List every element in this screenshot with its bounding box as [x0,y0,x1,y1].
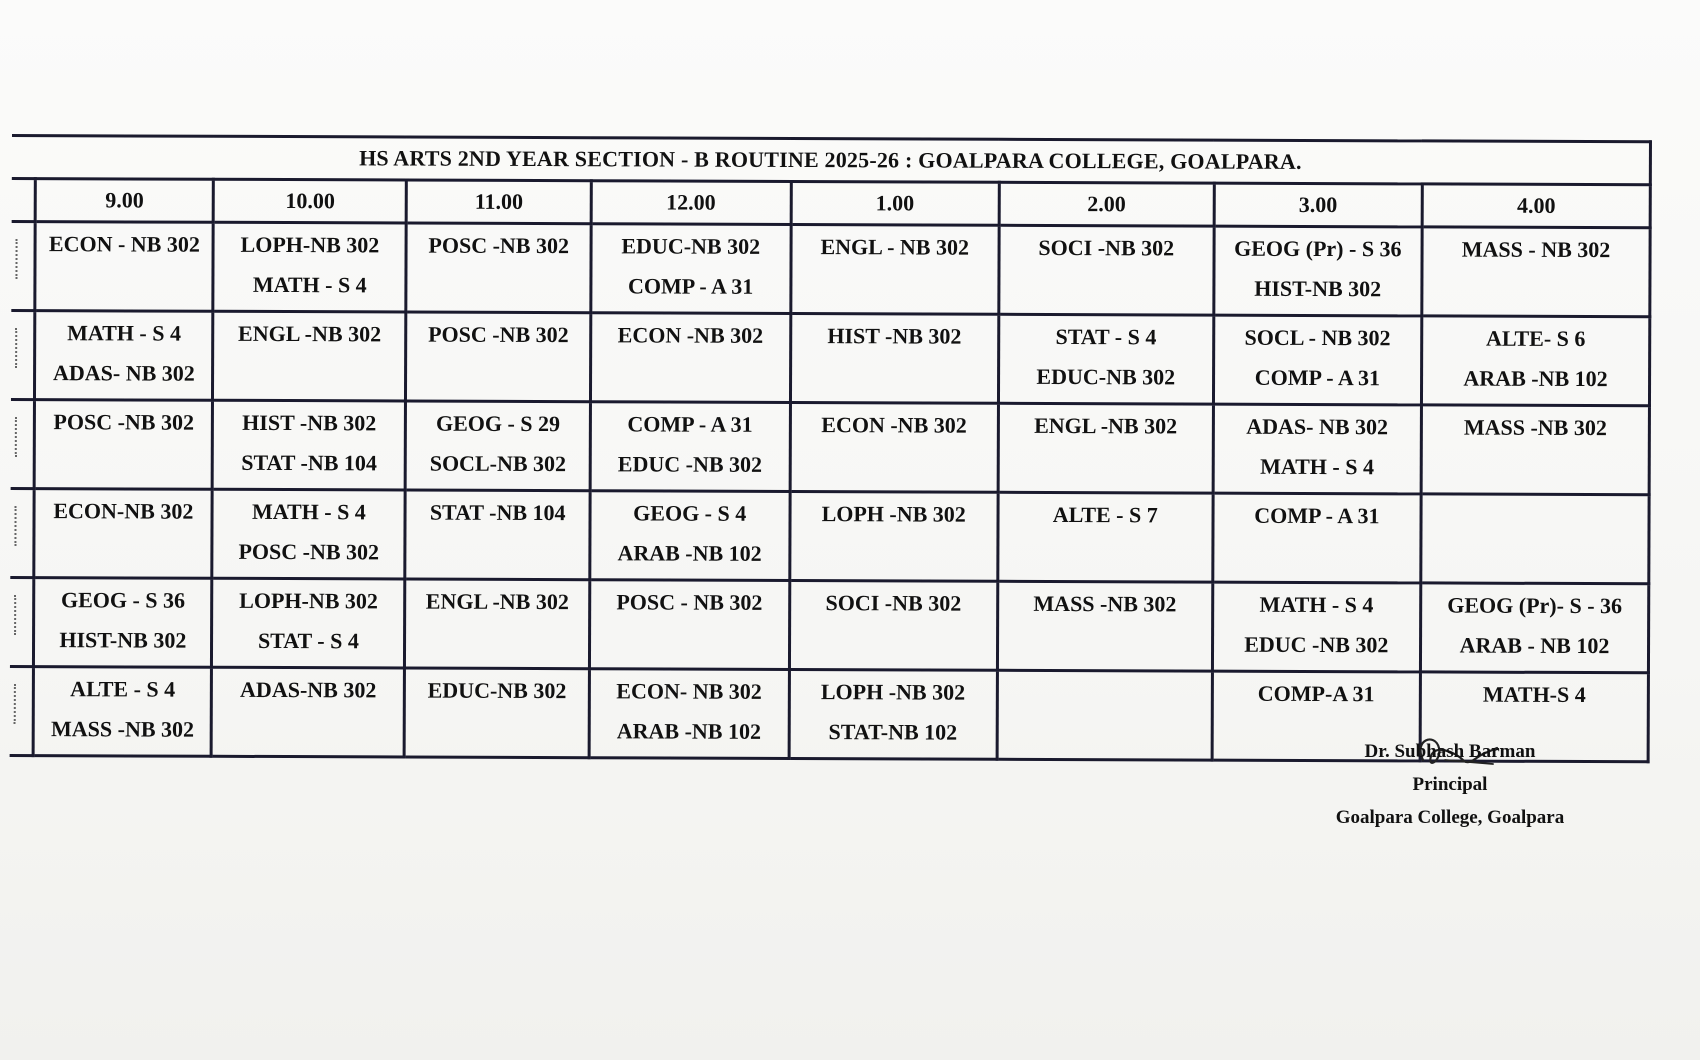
class-cell [1422,227,1650,317]
class-entry: EDUC -NB 302 [1244,631,1389,658]
time-slot-header: 12.00 [591,181,791,225]
class-entry: STAT -NB 104 [429,499,566,526]
routine-table [10,134,1652,763]
class-cell [1421,316,1649,406]
class-cell [212,578,405,668]
signature-block [1300,735,1600,834]
class-cell [34,400,212,490]
day-cell [11,221,35,310]
class-entry: ECON-NB 302 [53,498,194,524]
day-mark [15,417,23,457]
class-entry: ENGL - NB 302 [820,234,970,260]
routine-row [10,577,1649,672]
class-entry: MATH - S 4 [252,271,367,298]
class-entry: COMP - A 31 [627,411,753,437]
class-entry: SOCL-NB 302 [429,450,567,477]
routine-row [11,399,1650,494]
class-entry: LOPH-NB 302 [240,231,380,258]
signatory-institution: Goalpara College, Goalpara [1335,807,1565,828]
class-entry: GEOG - S 4 [633,500,747,526]
class-entry: POSC -NB 302 [53,409,195,435]
class-cell [997,581,1212,671]
class-entry: ALTE - S 7 [1052,501,1158,528]
class-cell [789,669,998,759]
class-cell [1213,404,1422,494]
class-entry: ECON - NB 302 [48,231,200,257]
class-entry: EDUC-NB 302 [1036,363,1176,390]
class-entry: LOPH-NB 302 [239,587,378,614]
signatory-designation: Principal [1412,774,1488,795]
class-entry: COMP - A 31 [627,273,754,299]
class-entry: GEOG - S 36 [60,587,186,613]
class-entry: MATH - S 4 [1259,591,1374,618]
day-mark [15,328,23,368]
day-mark [14,506,22,546]
class-entry: LOPH -NB 302 [820,679,966,705]
time-slot-header: 10.00 [213,179,406,223]
class-cell [406,312,591,402]
time-slot-header: 2.00 [999,182,1214,226]
class-cell [998,403,1213,493]
class-cell [998,314,1213,404]
class-cell [35,311,213,401]
signatory-name: Dr. Subhash Barman [1364,741,1536,762]
class-entry: GEOG (Pr)- S - 36 [1447,592,1623,619]
day-cell [10,488,34,577]
class-entry: ARAB -NB 102 [616,718,762,744]
time-slot-header: 4.00 [1422,184,1650,228]
class-entry: LOPH -NB 302 [821,501,966,527]
day-mark [15,239,23,279]
class-cell [212,400,405,490]
class-entry: MATH - S 4 [251,498,366,525]
class-cell [790,224,999,314]
class-entry: POSC - NB 302 [616,589,763,615]
class-entry: MASS -NB 302 [50,716,195,742]
day-cell [10,577,34,666]
class-entry: ALTE- S 6 [1485,325,1586,352]
class-entry: MASS - NB 302 [1461,236,1611,263]
class-entry: ARAB - NB 102 [1459,632,1610,659]
class-entry: HIST -NB 302 [827,323,962,349]
time-header-row [12,178,1651,227]
class-entry: COMP - A 31 [1254,364,1381,391]
class-entry: ECON -NB 302 [821,412,967,438]
class-entry: MATH-S 4 [1482,681,1586,708]
class-cell [1212,582,1421,672]
class-entry: ARAB -NB 102 [617,540,762,566]
class-cell [35,222,213,312]
class-entry: ALTE - S 4 [70,676,176,702]
class-entry: ENGL -NB 302 [238,320,382,347]
class-cell [790,313,999,403]
class-cell [589,580,789,670]
class-cell [1212,493,1421,583]
day-cell [11,310,35,399]
day-mark [14,595,22,635]
class-cell [34,578,212,668]
time-slot-header: 3.00 [1214,183,1422,227]
class-entry: POSC -NB 302 [428,232,570,259]
class-entry: ENGL -NB 302 [1034,412,1178,439]
class-entry: COMP-A 31 [1257,680,1375,707]
class-cell [999,225,1214,315]
class-entry: STAT - S 4 [257,627,359,654]
class-cell [998,492,1213,582]
class-entry: EDUC -NB 302 [617,451,763,477]
class-cell [1421,494,1649,584]
class-cell [211,667,404,757]
class-entry: MASS -NB 302 [1033,590,1177,617]
class-entry: HIST-NB 302 [1254,275,1382,302]
day-cell [11,399,35,488]
class-cell [1213,315,1422,405]
class-cell [789,580,998,670]
time-slot-header: 11.00 [407,180,592,224]
class-cell [1420,583,1648,673]
class-entry: SOCI -NB 302 [1038,234,1175,261]
class-cell [591,224,791,314]
class-entry: SOCL - NB 302 [1244,324,1391,351]
class-cell [405,668,590,758]
class-cell [789,491,998,581]
class-entry: EDUC-NB 302 [621,233,761,259]
day-column-header [12,178,36,221]
day-mark [14,684,22,724]
class-cell [213,222,406,312]
time-slot-header: 1.00 [791,181,999,225]
class-cell [590,491,790,581]
class-entry: GEOG - S 29 [435,410,561,437]
class-entry: SOCI -NB 302 [825,590,962,616]
class-entry: MASS -NB 302 [1463,414,1607,441]
class-cell [405,579,590,669]
class-entry: ARAB -NB 102 [1463,365,1608,392]
class-entry: MATH - S 4 [1260,453,1375,480]
class-cell [213,311,406,401]
class-cell [406,223,591,313]
class-cell [212,489,405,579]
class-entry: ADAS-NB 302 [240,676,377,703]
class-entry: EDUC-NB 302 [427,677,567,704]
class-entry: STAT -NB 104 [241,449,377,476]
routine-body [10,221,1651,761]
class-cell [406,401,591,491]
class-entry: MATH - S 4 [67,320,182,346]
class-cell [1213,226,1422,316]
class-entry: COMP - A 31 [1254,502,1380,529]
time-slot-header: 9.00 [36,179,214,223]
class-entry: STAT - S 4 [1055,324,1157,350]
class-entry: POSC -NB 302 [238,538,380,565]
class-cell [405,490,590,580]
class-entry: ENGL -NB 302 [425,588,569,615]
class-cell [997,670,1212,760]
routine-title: HS ARTS 2ND YEAR SECTION - B ROUTINE 2025-26 : GOALPARA COLLEGE, GOALPARA. [12,135,1651,184]
class-entry: ECON -NB 302 [617,322,764,348]
class-cell [590,402,790,492]
class-cell [1421,405,1649,495]
class-entry: HIST -NB 302 [242,409,377,436]
routine-row [11,221,1650,316]
class-entry: POSC -NB 302 [428,321,569,348]
class-entry: ADAS- NB 302 [1246,413,1389,440]
class-entry: ADAS- NB 302 [52,360,195,386]
class-cell [590,313,790,403]
class-entry: STAT-NB 102 [828,719,958,745]
day-cell [10,666,34,755]
class-entry: ECON- NB 302 [616,678,762,704]
class-cell [33,667,211,757]
routine-table-wrapper [10,134,1652,763]
class-cell [34,489,212,579]
class-cell [589,669,789,759]
class-cell [790,402,999,492]
routine-row [11,310,1650,405]
class-entry: HIST-NB 302 [59,627,187,653]
routine-row [10,488,1649,583]
class-entry: GEOG (Pr) - S 36 [1234,235,1402,262]
